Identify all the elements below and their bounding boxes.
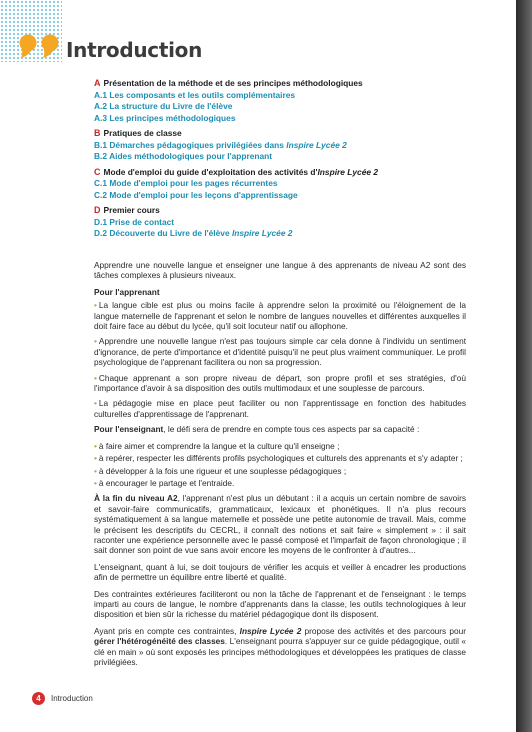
toc-item[interactable]: C.1 Mode d'emploi pour les pages récurrentes xyxy=(94,178,278,188)
list-item: • à repérer, respecter les différents profils psychologiques et culturels des apprenants et s'y adapter ; xyxy=(94,453,463,464)
toc-item[interactable]: C.2 Mode d'emploi pour les leçons d'apprentissage xyxy=(94,189,298,200)
toc-item[interactable]: B.2 Aides méthodologiques pour l'apprenant xyxy=(94,151,273,161)
page-title: Introduction xyxy=(66,38,203,62)
enseignant-paragraph: Pour l'enseignant, le défi sera de prendre en compte tous ces aspects par sa capacité : xyxy=(94,424,420,435)
toc-item[interactable]: A.1 Les composants et les outils complémentaires xyxy=(94,89,296,100)
list-item: • La pédagogie mise en place peut faciliter ou non l'apprentissage en fonction des habitudes culturelles d'apprentissage de l'apprenant. xyxy=(94,398,466,419)
toc-item[interactable]: B.1 Démarches pédagogiques privilégiées dans Inspire Lycée 2 xyxy=(94,139,347,150)
table-of-contents xyxy=(94,78,378,240)
toc-item[interactable]: D.2 Découverte du Livre de l'élève Inspire Lycée 2 xyxy=(94,228,293,238)
list-item: • à faire aimer et comprendre la langue et la culture qu'il enseigne ; xyxy=(94,440,340,451)
toc-section-d: D Premier cours xyxy=(94,205,160,215)
footer-label: Introduction xyxy=(51,694,93,703)
toc-item[interactable]: A.2 La structure du Livre de l'élève xyxy=(94,101,233,111)
page-footer xyxy=(32,692,93,705)
body-text xyxy=(94,260,466,673)
toc-section-c: C Mode d'emploi du guide d'exploitation des activités d'Inspire Lycée 2 xyxy=(94,166,379,177)
intro-paragraph: Apprendre une nouvelle langue et enseigner une langue à des apprenants de niveau A2 sont des tâches complexes à plusieurs niveaux. xyxy=(94,260,466,281)
page-edge-shadow xyxy=(516,0,532,732)
list-item: • Apprendre une nouvelle langue n'est pas toujours simple car cela donne à l'individu un sentiment d'ignorance, de perte d'importance et d'identité puisqu'il ne peut plus vraiment communiquer. Le profil psychologique de l'apprenant facilitera ou non sa progression. xyxy=(94,336,466,368)
toc-section-b: B Pratiques de classe xyxy=(94,128,182,138)
list-item: • à développer à la fois une rigueur et une souplesse pédagogiques ; xyxy=(94,465,347,476)
list-item: • Chaque apprenant a son propre niveau de départ, son propre profil et ses stratégies, d'où l'importance d'avoir à sa disposition des outils multimodaux et une souplesse de parcours. xyxy=(94,372,466,394)
apprenant-heading: Pour l'apprenant xyxy=(94,286,160,297)
toc-item[interactable]: D.1 Prise de contact xyxy=(94,216,175,227)
conclusion-paragraph: Ayant pris en compte ces contraintes, Inspire Lycée 2 propose des activités et des parcours pour gérer l'hétérogénéité des classes. L'enseignant pourra s'appuyer sur ce guide pédagogique, outil « clé en main » où sont exposés les principes méthodologiques et développées les pratiques de classe privilégiées. xyxy=(94,625,467,667)
toc-section-a: A Présentation de la méthode et de ses principes méthodologiques xyxy=(94,78,363,88)
quote-mark-icon xyxy=(40,34,60,58)
list-item: • La langue cible est plus ou moins facile à apprendre selon la proximité ou l'éloignement de la langue maternelle de l'apprenant et selon le nombre de langues nouvelles et différentes auxquelles il doit faire face au début du lycée, qu'il soit locuteur natif ou allophone. xyxy=(94,300,466,332)
fin-niveau-paragraph: À la fin du niveau A2, l'apprenant n'est plus un débutant : il a acquis un certain nombre de savoirs et savoir-faire communicatifs, grammaticaux, lexicaux et phonétiques. Il n'a plus recours systématiquement à sa langue maternelle et possède une petite autonomie de travail. Mais, comme le précisent les descriptifs du CECRL, il connaît des notions et sait faire « simplement » : il sait raconter une expérience personnelle avec le passé composé et l'imparfait de façon chronologique ; il sait donner son point de vue sans avoir encore les moyens de le confronter à d'autres... xyxy=(94,493,466,556)
list-item: • à encourager le partage et l'entraide. xyxy=(94,477,235,488)
quote-mark-icon xyxy=(18,34,38,58)
enseignant-role-paragraph: L'enseignant, quant à lui, se doit toujours de vérifier les acquis et veiller à encadrer les productions afin de permettre un équilibre entre liberté et qualité. xyxy=(94,561,466,583)
toc-item[interactable]: A.3 Les principes méthodologiques xyxy=(94,112,236,123)
contraintes-paragraph: Des contraintes extérieures faciliteront ou non la tâche de l'apprenant et de l'enseignant : le temps imparti au cours de langue, le nombre d'apprenants dans la classe, les outils technologiques à leur disposition et bien sûr la richesse du matériel pédagogique dont ils disposent. xyxy=(94,588,466,620)
page-number-badge: 4 xyxy=(32,692,45,705)
